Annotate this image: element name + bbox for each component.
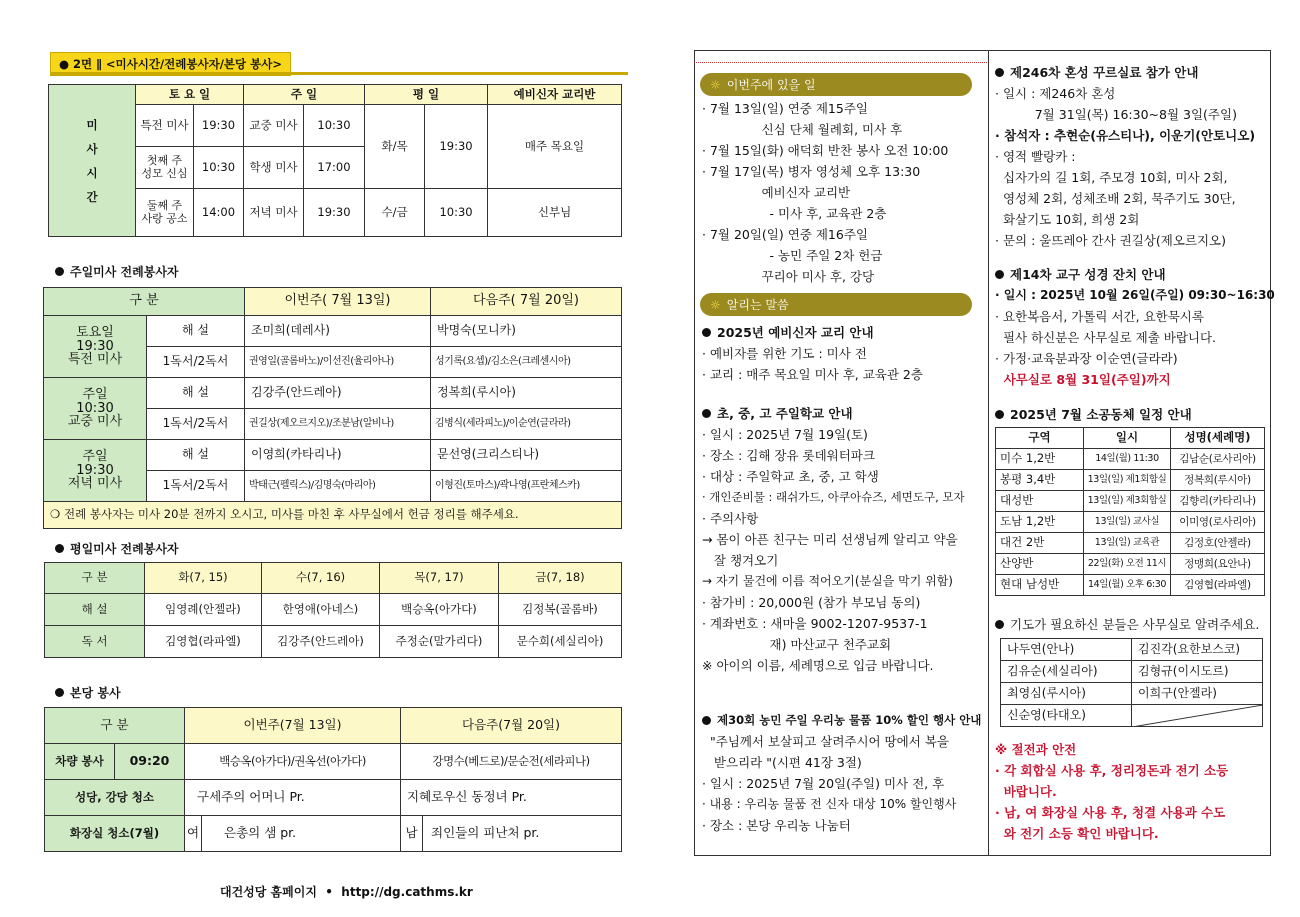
- car-service-label: 차량 봉사: [45, 744, 115, 780]
- community-zone: 대성반: [996, 491, 1084, 512]
- sunday-school-section: [702, 403, 965, 676]
- community-date: 14일(월) 오후 6:30: [1084, 575, 1171, 596]
- weekday-head-day: 목(7, 17): [380, 563, 499, 594]
- sat-mass-name: 특전 미사: [136, 105, 194, 147]
- prayer-name: 김진각(요한보스코): [1132, 639, 1263, 661]
- cursillo-line: 화살기도 10회, 희생 2회: [995, 212, 1140, 227]
- parish-service-title: 본당 봉사: [55, 684, 121, 701]
- catechumen-teacher: 신부님: [488, 189, 622, 237]
- school-line: → 몸이 아픈 친구는 미리 선생님께 알리고 약을: [702, 532, 958, 547]
- weekday-head-category: 구 분: [45, 563, 145, 594]
- cursillo-line: · 문의 : 울뜨레아 간사 권길상(제오르지오): [995, 233, 1227, 248]
- role-label: 해 설: [147, 316, 245, 347]
- weekday-days: 화/목: [365, 105, 425, 189]
- service-head-next: 다음주(7월 20일): [401, 708, 622, 744]
- community-head: 성명(세례명): [1171, 428, 1265, 449]
- bible-section: [995, 264, 1275, 390]
- sun-icon: ☼: [710, 297, 721, 312]
- cursillo-line: 영성체 2회, 성체조배 2회, 묵주기도 30단,: [995, 191, 1236, 206]
- diagonal-strike: [1132, 705, 1263, 727]
- bible-line: · 가정·교육분과장 이순연(글라라): [995, 351, 1178, 366]
- school-line: · 계좌번호 : 새마을 9002-1207-9537-1: [702, 616, 928, 631]
- catechism-title: 2025년 예비신자 교리 안내: [702, 322, 923, 343]
- safety-line: 바랍니다.: [995, 784, 1057, 799]
- prayer-name: 나두연(안나): [1001, 639, 1132, 661]
- school-line: · 참가비 : 20,000원 (참가 부모님 동의): [702, 595, 921, 610]
- community-date: 13일(일) 교사실: [1084, 512, 1171, 533]
- col-saturday: 토 요 일: [136, 85, 244, 105]
- cursillo-line: · 참석자 : 추현순(유스티나), 이운기(안토니오): [995, 128, 1256, 143]
- server-this: 이영희(카타리나): [245, 440, 431, 471]
- server-next: 정복희(루시아): [431, 378, 622, 409]
- weekday-days: 수/금: [365, 189, 425, 237]
- sun-mass-name: 저녁 미사: [244, 189, 304, 237]
- weekday-head-day: 수(7, 16): [262, 563, 380, 594]
- mass-group-label: 주일 10:30 교중 미사: [44, 378, 147, 440]
- sunday-school-title: 초, 중, 고 주일학교 안내: [702, 403, 965, 424]
- community-title: 2025년 7월 소공동체 일정 안내: [995, 404, 1192, 425]
- cursillo-line: 7월 31일(목) 16:30~8월 3일(주일): [995, 107, 1237, 122]
- weekday-head-day: 화(7, 15): [145, 563, 262, 594]
- sun-mass-time: 10:30: [304, 105, 365, 147]
- service-head-this: 이번주(7월 13일): [185, 708, 401, 744]
- prayer-name: 김유순(세실리아): [1001, 661, 1132, 683]
- catechism-section: [702, 322, 923, 385]
- weekday-head-day: 금(7, 18): [499, 563, 622, 594]
- server-name: 임영례(안젤라): [145, 594, 262, 626]
- cursillo-section: [995, 62, 1255, 251]
- role-label: 해 설: [147, 440, 245, 471]
- community-leader: 김영협(라파엘): [1171, 575, 1265, 596]
- sunday-head-category: 구 분: [44, 288, 245, 316]
- server-name: 한영애(아네스): [262, 594, 380, 626]
- events-pill: ☼ 이번주에 있을 일: [700, 73, 972, 96]
- sun-mass-time: 19:30: [304, 189, 365, 237]
- school-line: · 대상 : 주일학교 초, 중, 고 학생: [702, 469, 879, 484]
- bullet-icon: [995, 270, 1004, 279]
- catechumen-day: 매주 목요일: [488, 105, 622, 189]
- prayer-name: 이희구(안젤라): [1132, 683, 1263, 705]
- sat-mass-name: 둘째 주 사랑 공소: [136, 189, 194, 237]
- server-name: 백승옥(아가다): [380, 594, 499, 626]
- school-line: → 자기 물건에 이름 적어오기(분실을 막기 위함): [702, 574, 953, 588]
- community-leader: 김정호(안젤라): [1171, 533, 1265, 554]
- community-date: 13일(일) 제3회합실: [1084, 491, 1171, 512]
- school-line: 잘 챙겨오기: [702, 553, 779, 568]
- server-name: 김영협(라파엘): [145, 626, 262, 658]
- col-weekday: 평 일: [365, 85, 488, 105]
- event-line: · 7월 13일(일) 연중 제15주일: [702, 101, 868, 116]
- header-rule: [50, 72, 628, 75]
- cleaning-next: 지혜로우신 동정녀 Pr.: [401, 780, 622, 816]
- community-date: 14일(월) 11:30: [1084, 449, 1171, 470]
- server-name: 김정복(골롬바): [499, 594, 622, 626]
- server-name: 문수희(세실리아): [499, 626, 622, 658]
- safety-line: · 각 회합실 사용 후, 정리정돈과 전기 소등: [995, 763, 1229, 778]
- prayer-name: 최영심(루시아): [1001, 683, 1132, 705]
- farmers-line: · 내용 : 우리농 물품 전 신자 대상 10% 할인행사: [702, 797, 957, 811]
- community-zone: 대건 2반: [996, 533, 1084, 554]
- sat-mass-time: 10:30: [194, 147, 244, 189]
- server-next: 문선영(크리스티나): [431, 440, 622, 471]
- community-zone: 현대 남성반: [996, 575, 1084, 596]
- event-line: · 7월 17일(목) 병자 영성체 오후 13:30: [702, 164, 921, 179]
- bullet-icon: [702, 328, 711, 337]
- community-leader: 김남순(로사리아): [1171, 449, 1265, 470]
- community-date: 13일(일) 제1회합실: [1084, 470, 1171, 491]
- school-line: 재) 마산교구 천주교회: [702, 637, 892, 652]
- sunday-head-next-week: 다음주( 7월 20일): [431, 288, 622, 316]
- bible-line: · 요한복음서, 가톨릭 서간, 요한묵시록: [995, 309, 1204, 324]
- mass-group-label: 토요일 19:30 특전 미사: [44, 316, 147, 378]
- event-line: 꾸리아 미사 후, 강당: [702, 269, 875, 284]
- weekday-time: 19:30: [425, 105, 488, 189]
- community-leader: 정맹희(요안나): [1171, 554, 1265, 575]
- server-this: 조미희(데레사): [245, 316, 431, 347]
- weekday-servers-table: [44, 562, 622, 658]
- sun-mass-time: 17:00: [304, 147, 365, 189]
- role-label: 해 설: [147, 378, 245, 409]
- event-line: · 7월 20일(일) 연중 제16주일: [702, 227, 868, 242]
- car-service-time: 09:20: [115, 744, 185, 780]
- prayer-title: 기도가 필요하신 분들은 사무실로 알려주세요.: [995, 614, 1259, 635]
- sun-mass-name: 학생 미사: [244, 147, 304, 189]
- sunday-servers-title: 주일미사 전례봉사자: [55, 263, 179, 280]
- prayer-table: [1000, 638, 1263, 727]
- role-label: 해 설: [45, 594, 145, 626]
- cleaning-label: 성당, 강당 청소: [45, 780, 185, 816]
- mass-group-label: 주일 19:30 저녁 미사: [44, 440, 147, 502]
- event-line: - 농민 주일 2차 헌금: [702, 248, 883, 263]
- sunday-head-this-week: 이번주( 7월 13일): [245, 288, 431, 316]
- safety-section: [995, 739, 1228, 844]
- toilet-next: 죄인들의 피난처 pr.: [423, 816, 622, 852]
- bullet-icon: [55, 688, 64, 697]
- sat-mass-name: 첫째 주 성모 신심: [136, 147, 194, 189]
- server-name: 김강주(안드레아): [262, 626, 380, 658]
- parish-service-table: [44, 707, 622, 852]
- bullet-icon: [55, 544, 64, 553]
- bullet-icon: [995, 68, 1004, 77]
- toilet-next-sex: 남: [401, 816, 423, 852]
- sun-icon: ☼: [710, 77, 721, 92]
- server-next: 김병식(세라피노)/이순연(글라라): [431, 409, 622, 440]
- server-this: 김강주(안드레아): [245, 378, 431, 409]
- toilet-label: 화장실 청소(7월): [45, 816, 185, 852]
- community-zone: 도남 1,2반: [996, 512, 1084, 533]
- car-service-next: 강명수(베드로)/문순전(세라피나): [401, 744, 622, 780]
- page-header: ● 2면 ∥ <미사시간/전례봉사자/본당 봉사>: [50, 52, 291, 76]
- community-head: 일시: [1084, 428, 1171, 449]
- prayer-name: 김형규(이시도르): [1132, 661, 1263, 683]
- event-line: · 7월 15일(화) 애덕회 반찬 봉사 오전 10:00: [702, 143, 949, 158]
- bible-line: · 일시 : 2025년 10월 26일(주일) 09:30~16:30: [995, 288, 1275, 302]
- server-next: 박명숙(모니카): [431, 316, 622, 347]
- bullet-icon: [702, 409, 711, 418]
- bullet-icon: [55, 267, 64, 276]
- cleaning-this: 구세주의 어머니 Pr.: [185, 780, 401, 816]
- cursillo-line: · 일시 : 제246차 혼성: [995, 86, 1116, 101]
- safety-line: 와 전기 소등 확인 바랍니다.: [995, 826, 1159, 841]
- role-label: 1독서/2독서: [147, 471, 245, 502]
- sunday-servers-table: [43, 287, 622, 529]
- col-catechumen: 예비신자 교리반: [488, 85, 622, 105]
- service-head-category: 구 분: [45, 708, 185, 744]
- server-this: 권길상(제오르지오)/조분남(알비나): [245, 409, 431, 440]
- farmers-line: "주님께서 보살피고 살려주시어 땅에서 복을: [702, 734, 949, 749]
- bible-line: 필사 하신분은 사무실로 제출 바랍니다.: [995, 330, 1217, 345]
- community-date: 22일(화) 오전 11시: [1084, 554, 1171, 575]
- server-next: 성기록(요셉)/김소은(크레센시아): [431, 347, 622, 378]
- bullet-icon: [995, 410, 1004, 419]
- cursillo-line: 십자가의 길 1회, 주모경 10회, 미사 2회,: [995, 170, 1228, 185]
- role-label: 1독서/2독서: [147, 347, 245, 378]
- toilet-this-sex: 여: [185, 816, 202, 852]
- catechism-line: · 예비자를 위한 기도 : 미사 전: [702, 346, 867, 361]
- catechism-line: · 교리 : 매주 목요일 미사 후, 교육관 2층: [702, 367, 923, 382]
- event-line: 신심 단체 월례회, 미사 후: [702, 122, 903, 137]
- bible-deadline: 사무실로 8월 31일(주일)까지: [995, 372, 1171, 387]
- server-next: 이형진(토마스)/곽나영(프란체스카): [431, 471, 622, 502]
- farmers-line: 받으리라 "(시편 41장 3절): [702, 755, 862, 770]
- cursillo-line: · 영적 빨랑카 :: [995, 149, 1076, 164]
- community-head: 구역: [996, 428, 1084, 449]
- community-leader: 이미영(로사리아): [1171, 512, 1265, 533]
- prayer-empty-cell: [1132, 705, 1263, 727]
- community-leader: 김향리(카타리나): [1171, 491, 1265, 512]
- farmers-line: · 일시 : 2025년 7월 20일(주일) 미사 전, 후: [702, 776, 945, 791]
- server-this: 권영일(골롬바노)/이선진(율리아나): [245, 347, 431, 378]
- event-line: - 미사 후, 교육관 2층: [702, 206, 887, 221]
- role-label: 1독서/2독서: [147, 409, 245, 440]
- sunday-servers-note: ❍ 전례 봉사자는 미사 20분 전까지 오시고, 미사를 마친 후 사무실에서 헌금 정리를 해주세요.: [44, 502, 622, 529]
- homepage-footer: 대건성당 홈페이지 • http://dg.cathms.kr: [220, 885, 473, 899]
- community-zone: 봉평 3,4반: [996, 470, 1084, 491]
- community-leader: 정복희(루시아): [1171, 470, 1265, 491]
- dotted-rule: [694, 62, 989, 63]
- community-table: [995, 427, 1265, 596]
- farmers-title: 제30회 농민 주일 우리농 물품 10% 할인 행사 안내: [702, 710, 981, 731]
- school-line: ※ 아이의 이름, 세례명으로 입금 바랍니다.: [702, 658, 934, 673]
- col-sunday: 주 일: [244, 85, 365, 105]
- community-zone: 산양반: [996, 554, 1084, 575]
- school-line: · 개인준비물 : 래쉬가드, 아쿠아슈즈, 세면도구, 모자: [702, 490, 965, 504]
- event-line: 예비신자 교리반: [702, 185, 851, 200]
- safety-title: ※ 절전과 안전: [995, 742, 1077, 757]
- sun-mass-name: 교중 미사: [244, 105, 304, 147]
- bullet-icon: [702, 716, 711, 725]
- notice-pill: ☼ 알리는 말씀: [700, 293, 972, 316]
- farmers-section: [702, 710, 981, 836]
- sat-mass-time: 19:30: [194, 105, 244, 147]
- farmers-line: · 장소 : 본당 우리농 나눔터: [702, 818, 851, 833]
- server-name: 주정순(말가리다): [380, 626, 499, 658]
- server-this: 박태근(펠릭스)/김명숙(마리아): [245, 471, 431, 502]
- weekday-servers-title: 평일미사 전례봉사자: [55, 540, 179, 557]
- bullet-icon: [995, 620, 1004, 629]
- role-label: 독 서: [45, 626, 145, 658]
- community-date: 13일(일) 교육관: [1084, 533, 1171, 554]
- sat-mass-time: 14:00: [194, 189, 244, 237]
- school-line: · 주의사항: [702, 511, 759, 526]
- car-service-this: 백승옥(아가다)/권옥선(아가다): [185, 744, 401, 780]
- prayer-name: 신순영(타대오): [1001, 705, 1132, 727]
- safety-line: · 남, 여 화장실 사용 후, 청결 사용과 수도: [995, 805, 1226, 820]
- column-divider: [988, 50, 989, 856]
- community-zone: 미수 1,2반: [996, 449, 1084, 470]
- toilet-this: 은총의 샘 pr.: [202, 816, 401, 852]
- weekday-time: 10:30: [425, 189, 488, 237]
- bible-title: 제14차 교구 성경 잔치 안내: [995, 264, 1275, 285]
- cursillo-title: 제246차 혼성 꾸르실료 참가 안내: [995, 62, 1255, 83]
- mass-side-label: 미 사 시 간: [49, 85, 136, 237]
- school-line: · 일시 : 2025년 7월 19일(토): [702, 427, 868, 442]
- school-line: · 장소 : 김해 장유 롯데워터파크: [702, 448, 875, 463]
- mass-schedule-table: [48, 84, 622, 237]
- events-list: [702, 98, 948, 287]
